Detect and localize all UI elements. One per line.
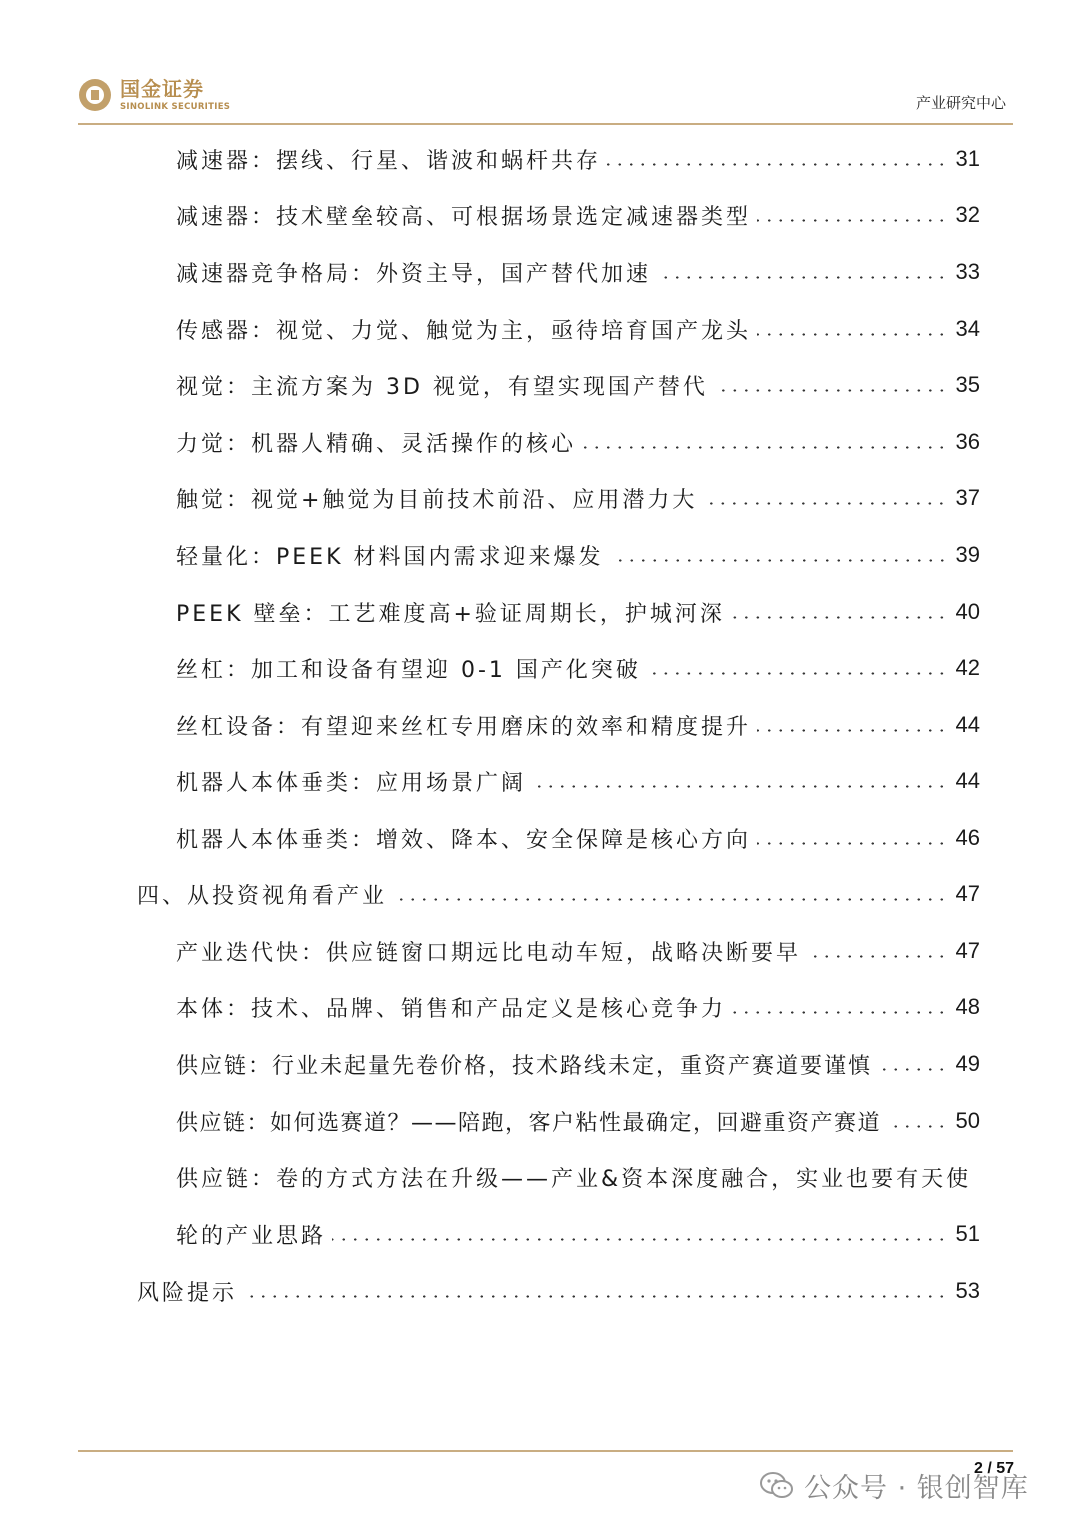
toc-entry[interactable] bbox=[176, 765, 980, 797]
toc-entry-title: 丝杠：加工和设备有望迎 0-1 国产化突破 bbox=[176, 657, 641, 683]
toc-entry[interactable] bbox=[176, 709, 980, 741]
toc-entry-title: 机器人本体垂类：增效、降本、安全保障是核心方向 bbox=[176, 827, 752, 853]
toc-entry[interactable] bbox=[176, 991, 980, 1023]
department-label: 产业研究中心 bbox=[915, 94, 1006, 112]
toc-entry-page: 47 bbox=[955, 938, 980, 963]
toc-entry[interactable] bbox=[176, 822, 980, 854]
toc-leader-dots bbox=[878, 1068, 948, 1071]
toc-section-entry[interactable] bbox=[137, 1275, 980, 1307]
toc-entry-title: 本体：技术、品牌、销售和产品定义是核心竞争力 bbox=[176, 996, 727, 1022]
toc-entry[interactable] bbox=[176, 652, 980, 684]
toc-entry-page: 35 bbox=[955, 372, 980, 397]
toc-entry-title: 轻量化：PEEK 材料国内需求迎来爆发 bbox=[176, 544, 604, 570]
toc-entry-title: 传感器：视觉、力觉、触觉为主，亟待培育国产龙头 bbox=[176, 318, 752, 344]
toc-leader-dots bbox=[887, 1125, 948, 1128]
toc-section-entry[interactable] bbox=[137, 878, 980, 910]
toc-leader-dots bbox=[807, 955, 948, 958]
toc-entry-page: 51 bbox=[955, 1221, 980, 1246]
toc-leader-dots bbox=[703, 502, 947, 505]
toc-entry[interactable] bbox=[176, 1048, 980, 1080]
page-indicator: 2 / 57 bbox=[974, 1460, 1015, 1477]
toc-entry-title: 四、从投资视角看产业 bbox=[137, 883, 388, 909]
toc-entry-page: 36 bbox=[955, 429, 980, 454]
toc-entry-title: 力觉：机器人精确、灵活操作的核心 bbox=[176, 431, 577, 457]
toc-entry-page: 44 bbox=[955, 712, 980, 737]
toc-entry-page: 49 bbox=[955, 1051, 980, 1076]
header-divider bbox=[78, 123, 1013, 125]
toc-leader-dots bbox=[757, 842, 948, 845]
toc-entry-title-line1[interactable]: 供应链：卷的方式方法在升级——产业&资本深度融合，实业也要有天使 bbox=[176, 1167, 972, 1192]
footer-divider bbox=[78, 1450, 1013, 1452]
toc-entry-title: PEEK 壁垒：工艺难度高+验证周期长，护城河深 bbox=[176, 601, 725, 627]
logo-chinese-name: 国金证券 bbox=[120, 76, 204, 101]
toc-leader-dots bbox=[393, 898, 948, 901]
toc-entry-title: 轮的产业思路 bbox=[176, 1223, 327, 1249]
watermark-text: 公众号 · 银创智库 bbox=[804, 1473, 1029, 1504]
toc-leader-dots bbox=[610, 559, 948, 562]
toc-entry-title: 减速器竞争格局：外资主导，国产替代加速 bbox=[176, 261, 652, 287]
wechat-icon bbox=[760, 1471, 794, 1501]
toc-leader-dots bbox=[757, 729, 948, 732]
toc-leader-dots bbox=[332, 1238, 948, 1241]
toc-entry-title: 丝杠设备：有望迎来丝杠专用磨床的效率和精度提升 bbox=[176, 714, 752, 740]
toc-entry-page: 34 bbox=[955, 316, 980, 341]
toc-entry[interactable] bbox=[176, 256, 980, 288]
toc-entry[interactable] bbox=[176, 426, 980, 458]
toc-entry[interactable] bbox=[176, 369, 980, 401]
watermark bbox=[760, 1466, 1029, 1505]
toc-leader-dots bbox=[532, 785, 948, 788]
toc-entry-page: 53 bbox=[955, 1278, 980, 1303]
toc-entry-page: 46 bbox=[955, 825, 980, 850]
toc-entry-title: 供应链：行业未起量先卷价格，技术路线未定，重资产赛道要谨慎 bbox=[176, 1053, 873, 1079]
toc-entry-page: 39 bbox=[955, 542, 980, 567]
toc-entry-title: 触觉：视觉+触觉为目前技术前沿、应用潜力大 bbox=[176, 487, 698, 513]
toc-entry-page: 47 bbox=[955, 881, 980, 906]
toc-entry-title: 减速器：摆线、行星、谐波和蜗杆共存 bbox=[176, 148, 602, 174]
toc-entry-page: 37 bbox=[955, 485, 980, 510]
toc-entry-page: 50 bbox=[955, 1108, 980, 1133]
toc-leader-dots bbox=[714, 389, 948, 392]
toc-entry[interactable] bbox=[176, 539, 980, 571]
toc-entry-title: 供应链：如何选赛道？——陪跑，客户粘性最确定，回避重资产赛道 bbox=[176, 1110, 882, 1136]
toc-leader-dots bbox=[732, 1011, 948, 1014]
toc-leader-dots bbox=[757, 333, 948, 336]
toc-entry-page: 48 bbox=[955, 994, 980, 1019]
toc-entry-page: 40 bbox=[955, 599, 980, 624]
toc-entry-title: 减速器：技术壁垒较高、可根据场景选定减速器类型 bbox=[176, 204, 752, 230]
toc-entry-page: 33 bbox=[955, 259, 980, 284]
toc-entry-title: 风险提示 bbox=[137, 1280, 238, 1306]
toc-leader-dots bbox=[657, 276, 948, 279]
toc-entry[interactable] bbox=[176, 1105, 980, 1137]
toc-entry-title: 机器人本体垂类：应用场景广阔 bbox=[176, 770, 527, 796]
toc-entry[interactable] bbox=[176, 935, 980, 967]
toc-entry-title: 视觉：主流方案为 3D 视觉，有望实现国产替代 bbox=[176, 374, 708, 400]
toc-leader-dots bbox=[582, 446, 948, 449]
toc-entry-continuation[interactable] bbox=[176, 1218, 980, 1250]
toc-leader-dots bbox=[243, 1295, 948, 1298]
toc-entry-page: 42 bbox=[955, 655, 980, 680]
company-logo bbox=[78, 78, 230, 112]
toc-entry[interactable] bbox=[176, 199, 980, 231]
toc-entry-title: 产业迭代快：供应链窗口期远比电动车短，战略决断要早 bbox=[176, 940, 802, 966]
logo-english-name: SINOLINK SECURITIES bbox=[120, 101, 231, 112]
toc-entry[interactable] bbox=[176, 313, 980, 345]
toc-entry[interactable] bbox=[176, 596, 980, 628]
logo-mark-icon bbox=[78, 78, 112, 112]
toc-leader-dots bbox=[607, 163, 948, 166]
toc-leader-dots bbox=[731, 616, 948, 619]
toc-entry-page: 44 bbox=[955, 768, 980, 793]
toc-entry-page: 32 bbox=[955, 202, 980, 227]
toc-leader-dots bbox=[757, 219, 948, 222]
toc-entry[interactable] bbox=[176, 482, 980, 514]
toc-entry[interactable] bbox=[176, 143, 980, 175]
toc-leader-dots bbox=[647, 672, 948, 675]
toc-entry-page: 31 bbox=[955, 146, 980, 171]
page-header bbox=[0, 0, 1080, 130]
